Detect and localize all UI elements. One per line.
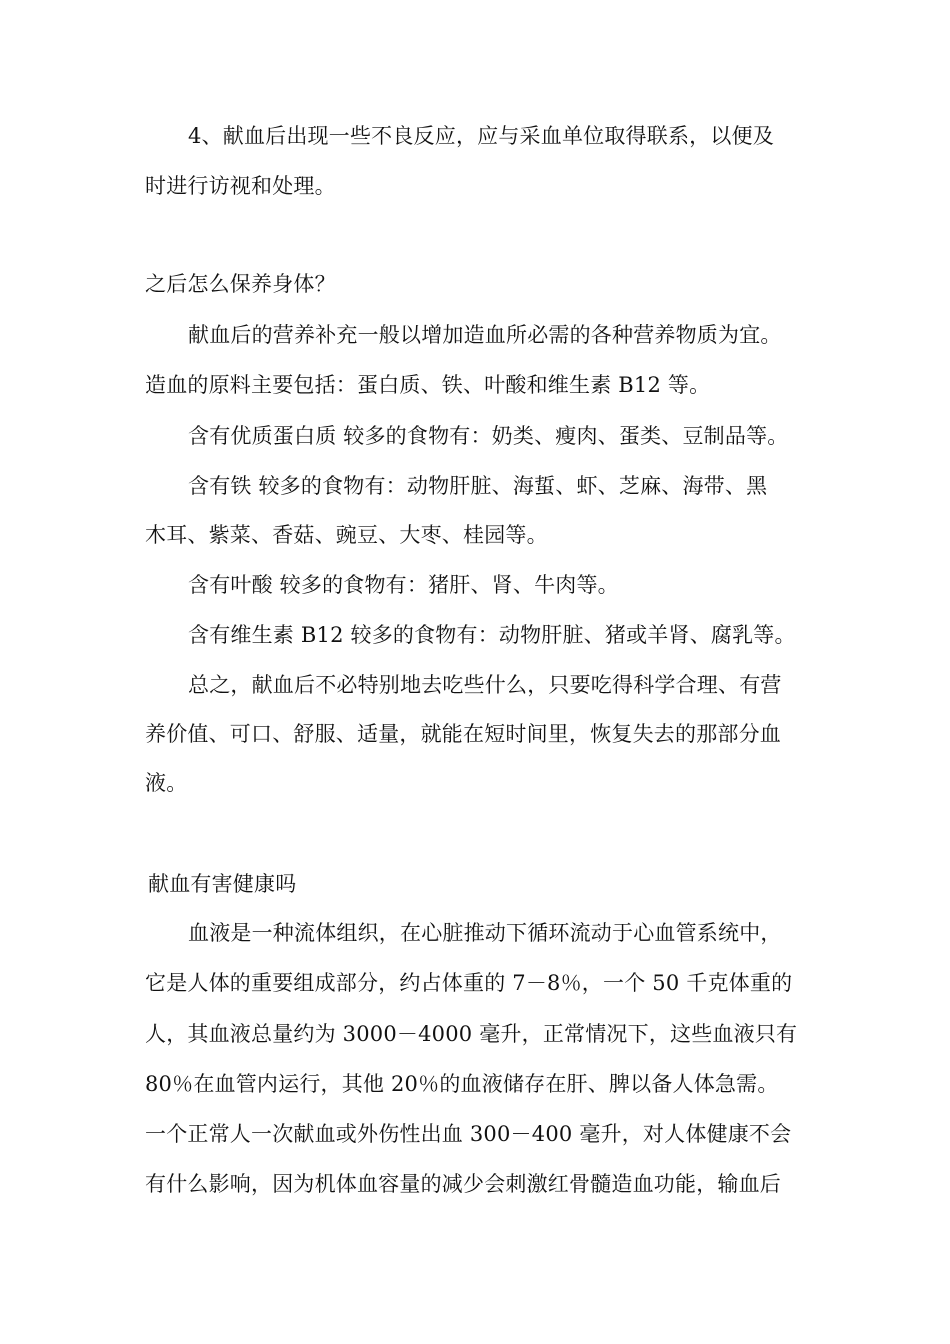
paragraph-line: 它是人体的重要组成部分，约占体重的 7－8％，一个 50 千克体重的 xyxy=(145,971,793,995)
section-heading: 之后怎么保养身体？ xyxy=(145,272,336,296)
paragraph-line: 养价值、可口、舒服、适量，就能在短时间里，恢复失去的那部分血 xyxy=(145,722,781,746)
paragraph-line: 一个正常人一次献血或外伤性出血 300－400 毫升，对人体健康不会 xyxy=(145,1122,792,1146)
paragraph-line: 人，其血液总量约为 3000－4000 毫升，正常情况下，这些血液只有 xyxy=(145,1022,798,1046)
section-heading: 献血有害健康吗 xyxy=(148,872,297,896)
paragraph-line: 总之，献血后不必特别地去吃些什么，只要吃得科学合理、有营 xyxy=(188,673,782,697)
paragraph-line: 含有维生素 B12 较多的食物有：动物肝脏、猪或羊肾、腐乳等。 xyxy=(188,623,796,647)
paragraph-line: 献血后的营养补充一般以增加造血所必需的各种营养物质为宜。 xyxy=(188,323,782,347)
paragraph-line: 有什么影响，因为机体血容量的减少会刺激红骨髓造血功能，输血后 xyxy=(145,1172,781,1196)
paragraph-line: 时进行访视和处理。 xyxy=(145,174,336,198)
paragraph-line: 木耳、紫菜、香菇、豌豆、大枣、桂园等。 xyxy=(145,523,548,547)
paragraph-line: 含有优质蛋白质 较多的食物有：奶类、瘦肉、蛋类、豆制品等。 xyxy=(188,424,789,448)
paragraph-line: 含有叶酸 较多的食物有：猪肝、肾、牛肉等。 xyxy=(188,573,619,597)
paragraph-line: 液。 xyxy=(145,771,188,795)
paragraph-line: 4、献血后出现一些不良反应，应与采血单位取得联系，以便及 xyxy=(188,124,774,148)
paragraph-line: 80％在血管内运行，其他 20％的血液储存在肝、脾以备人体急需。 xyxy=(145,1072,779,1096)
paragraph-line: 造血的原料主要包括：蛋白质、铁、叶酸和维生素 B12 等。 xyxy=(145,373,711,397)
paragraph-line: 含有铁 较多的食物有：动物肝脏、海蜇、虾、芝麻、海带、黑 xyxy=(188,474,768,498)
paragraph-line: 血液是一种流体组织，在心脏推动下循环流动于心血管系统中， xyxy=(188,921,782,945)
